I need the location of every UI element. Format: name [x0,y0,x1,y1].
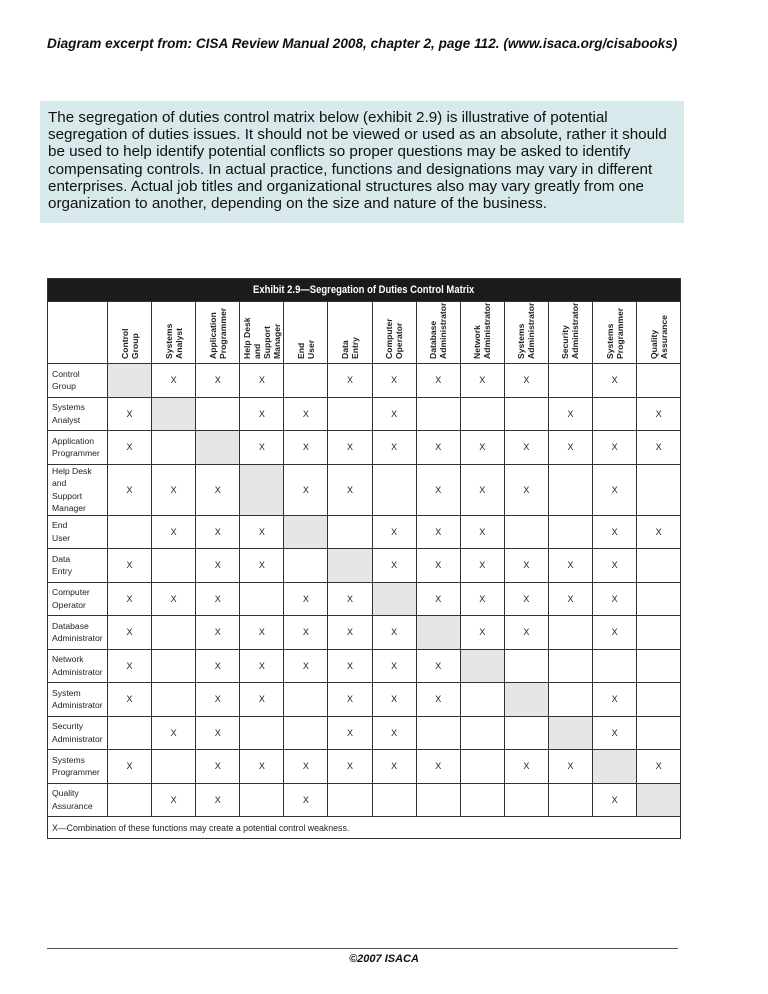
matrix-cell-diagonal [593,750,637,784]
matrix-cell [548,364,592,398]
matrix-cell: X [372,397,416,431]
matrix-cell: X [328,464,372,515]
matrix-cell: X [108,431,152,465]
matrix-cell [460,750,504,784]
matrix-cell: X [593,683,637,717]
matrix-note: X—Combination of these functions may create a potential control weakness. [48,817,681,839]
matrix-cell: X [460,549,504,583]
matrix-row [48,549,681,583]
matrix-cell: X [548,582,592,616]
matrix-cell: X [240,397,284,431]
matrix-cell-diagonal [240,464,284,515]
matrix-cell: X [196,464,240,515]
matrix-cell [637,649,681,683]
matrix-cell: X [328,364,372,398]
matrix-cell: X [240,515,284,549]
matrix-cell: X [152,515,196,549]
footer-rule [47,948,678,949]
row-header: Application Programmer [48,431,108,465]
matrix-cell: X [416,364,460,398]
matrix-cell: X [240,750,284,784]
matrix-cell: X [328,750,372,784]
matrix-cell [504,649,548,683]
row-header: Control Group [48,364,108,398]
column-header-label: Systems Administrator [516,302,537,359]
matrix-cell: X [152,582,196,616]
matrix-cell: X [372,649,416,683]
exhibit-title: Exhibit 2.9—Segregation of Duties Control Matrix [48,279,681,302]
column-header [637,302,681,364]
copyright-footer: ©2007 ISACA [349,953,419,965]
matrix-cell: X [548,549,592,583]
row-header: Database Administrator [48,616,108,650]
matrix-cell: X [460,431,504,465]
matrix-cell: X [108,649,152,683]
matrix-cell [284,549,328,583]
matrix-cell [108,716,152,750]
matrix-cell: X [196,582,240,616]
column-header [240,302,284,364]
segregation-matrix-table [47,278,681,839]
row-header: Quality Assurance [48,783,108,817]
column-header-label: Data Entry [340,337,361,359]
matrix-cell: X [416,464,460,515]
matrix-cell: X [152,716,196,750]
matrix-cell: X [416,683,460,717]
matrix-cell: X [196,783,240,817]
matrix-cell: X [593,515,637,549]
matrix-cell [460,683,504,717]
matrix-cell [548,515,592,549]
matrix-cell [152,683,196,717]
source-caption: Diagram excerpt from: CISA Review Manual 2008, chapter 2, page 112. (www.isaca.org/cisabooks) [47,36,678,51]
matrix-cell: X [196,683,240,717]
row-header: Data Entry [48,549,108,583]
column-header [152,302,196,364]
matrix-cell: X [284,750,328,784]
matrix-cell [240,582,284,616]
column-header [372,302,416,364]
matrix-cell [372,464,416,515]
matrix-cell: X [196,549,240,583]
matrix-cell: X [328,582,372,616]
matrix-cell: X [372,431,416,465]
matrix-cell: X [240,364,284,398]
matrix-cell [637,683,681,717]
matrix-cell-diagonal [637,783,681,817]
column-header-label: Help Desk and Support Manager [241,317,282,359]
matrix-cell [548,683,592,717]
matrix-cell [240,716,284,750]
matrix-cell: X [108,549,152,583]
matrix-cell [328,515,372,549]
matrix-cell-diagonal [504,683,548,717]
matrix-cell: X [416,515,460,549]
matrix-row [48,783,681,817]
matrix-cell [548,783,592,817]
matrix-cell: X [548,750,592,784]
matrix-cell: X [284,783,328,817]
matrix-cell: X [460,582,504,616]
matrix-corner [48,302,108,364]
matrix-cell [637,549,681,583]
column-header [548,302,592,364]
matrix-cell: X [637,397,681,431]
matrix-cell: X [637,431,681,465]
matrix-cell: X [284,431,328,465]
matrix-cell: X [460,364,504,398]
matrix-cell [416,397,460,431]
matrix-cell-diagonal [548,716,592,750]
matrix-cell: X [416,431,460,465]
matrix-cell: X [196,616,240,650]
matrix-cell-diagonal [328,549,372,583]
matrix-cell: X [108,683,152,717]
matrix-cell [460,783,504,817]
column-header-label: Network Administrator [472,302,493,359]
matrix-cell: X [548,397,592,431]
column-header [416,302,460,364]
matrix-cell: X [460,616,504,650]
column-header [196,302,240,364]
matrix-cell: X [504,750,548,784]
matrix-cell: X [593,431,637,465]
matrix-cell: X [372,549,416,583]
matrix-cell: X [152,783,196,817]
matrix-cell: X [108,464,152,515]
matrix-cell: X [108,582,152,616]
row-header: Help Desk and Support Manager [48,464,108,515]
matrix-cell: X [240,431,284,465]
matrix-cell [504,515,548,549]
matrix-row [48,582,681,616]
column-header [328,302,372,364]
matrix-cell: X [460,464,504,515]
matrix-cell: X [284,582,328,616]
matrix-cell [152,750,196,784]
column-header [108,302,152,364]
matrix-cell: X [548,431,592,465]
matrix-cell-diagonal [284,515,328,549]
matrix-cell-diagonal [416,616,460,650]
column-header-label: End User [295,339,316,359]
intro-paragraph: The segregation of duties control matrix below (exhibit 2.9) is illustrative of potential segregation of duties issues. It should not be viewed or used as an absolute, rather it should be used to help identify potential conflicts so proper questions may be asked to identify compensating controls. In actual practice, functions and designations may vary in different enterprises. Actual job titles and organizational structures also may vary greatly from one organization to another, depending on the size and nature of the business. [40,101,684,223]
column-header-label: Computer Operator [384,318,405,359]
row-header: Computer Operator [48,582,108,616]
matrix-cell: X [328,716,372,750]
matrix-cell [637,464,681,515]
matrix-cell: X [372,716,416,750]
matrix-cell: X [593,783,637,817]
matrix-cell: X [240,549,284,583]
matrix-cell: X [504,582,548,616]
matrix-cell [637,582,681,616]
matrix-cell [504,716,548,750]
matrix-cell: X [637,750,681,784]
matrix-cell [152,616,196,650]
matrix-cell: X [593,582,637,616]
matrix-cell: X [504,549,548,583]
matrix-cell [637,716,681,750]
matrix-cell: X [416,649,460,683]
matrix-row [48,750,681,784]
column-header-label: Quality Assurance [648,315,669,359]
matrix-cell [152,549,196,583]
matrix-cell: X [284,649,328,683]
matrix-cell: X [196,750,240,784]
matrix-row [48,364,681,398]
matrix-cell: X [372,515,416,549]
matrix-cell: X [108,750,152,784]
matrix-row [48,616,681,650]
matrix-cell: X [372,616,416,650]
matrix-cell: X [416,582,460,616]
matrix-cell-diagonal [460,649,504,683]
matrix-cell: X [108,397,152,431]
row-header: End User [48,515,108,549]
matrix-cell: X [593,364,637,398]
matrix-cell [240,783,284,817]
matrix-cell: X [328,616,372,650]
matrix-cell [284,364,328,398]
matrix-cell: X [152,364,196,398]
matrix-cell [284,683,328,717]
matrix-cell-diagonal [372,582,416,616]
column-header-label: Application Programmer [207,307,228,359]
matrix-cell: X [504,431,548,465]
matrix-cell [637,364,681,398]
matrix-cell: X [504,464,548,515]
matrix-cell [548,616,592,650]
row-header: Systems Programmer [48,750,108,784]
matrix-cell [504,783,548,817]
matrix-cell [548,464,592,515]
matrix-cell [372,783,416,817]
matrix-row [48,464,681,515]
matrix-cell: X [240,649,284,683]
matrix-cell: X [593,549,637,583]
matrix-cell: X [196,649,240,683]
row-header: System Administrator [48,683,108,717]
matrix-cell: X [328,683,372,717]
column-header-label: Database Administrator [428,302,449,359]
matrix-row [48,515,681,549]
matrix-cell-diagonal [196,431,240,465]
matrix-cell: X [372,364,416,398]
matrix-cell: X [372,750,416,784]
matrix-cell: X [284,397,328,431]
row-header: Security Administrator [48,716,108,750]
matrix-cell [108,515,152,549]
matrix-cell [152,431,196,465]
matrix-cell: X [372,683,416,717]
matrix-cell [152,649,196,683]
matrix-cell [548,649,592,683]
column-header [593,302,637,364]
matrix-row [48,683,681,717]
matrix-cell [196,397,240,431]
column-header-label: Systems Analyst [163,323,184,359]
matrix-cell: X [637,515,681,549]
matrix-cell: X [196,364,240,398]
matrix-cell [416,783,460,817]
matrix-row [48,431,681,465]
column-header [504,302,548,364]
matrix-cell-diagonal [108,364,152,398]
matrix-cell [593,649,637,683]
column-header-label: Security Administrator [560,302,581,359]
matrix-cell [460,716,504,750]
matrix-cell: X [196,515,240,549]
matrix-cell: X [593,716,637,750]
column-header [284,302,328,364]
matrix-cell: X [460,515,504,549]
matrix-cell: X [284,616,328,650]
matrix-cell: X [504,364,548,398]
matrix-cell: X [416,750,460,784]
matrix-cell [284,716,328,750]
matrix-cell: X [240,683,284,717]
matrix-cell [504,397,548,431]
column-header [460,302,504,364]
matrix-row [48,649,681,683]
matrix-cell: X [328,649,372,683]
matrix-cell [108,783,152,817]
matrix-cell: X [240,616,284,650]
row-header: Network Administrator [48,649,108,683]
matrix-cell [460,397,504,431]
matrix-cell: X [152,464,196,515]
matrix-cell: X [108,616,152,650]
row-header: Systems Analyst [48,397,108,431]
matrix-cell: X [196,716,240,750]
matrix-cell: X [416,549,460,583]
matrix-cell: X [504,616,548,650]
column-header-label: Control Group [119,328,140,359]
matrix-cell: X [593,616,637,650]
column-header-label: Systems Programmer [604,307,625,359]
matrix-cell: X [593,464,637,515]
matrix-cell [593,397,637,431]
matrix-cell-diagonal [152,397,196,431]
matrix-cell [328,397,372,431]
matrix-cell: X [284,464,328,515]
matrix-cell [637,616,681,650]
matrix-row [48,397,681,431]
matrix-row [48,716,681,750]
matrix-cell: X [328,431,372,465]
matrix-cell [416,716,460,750]
matrix-cell [328,783,372,817]
